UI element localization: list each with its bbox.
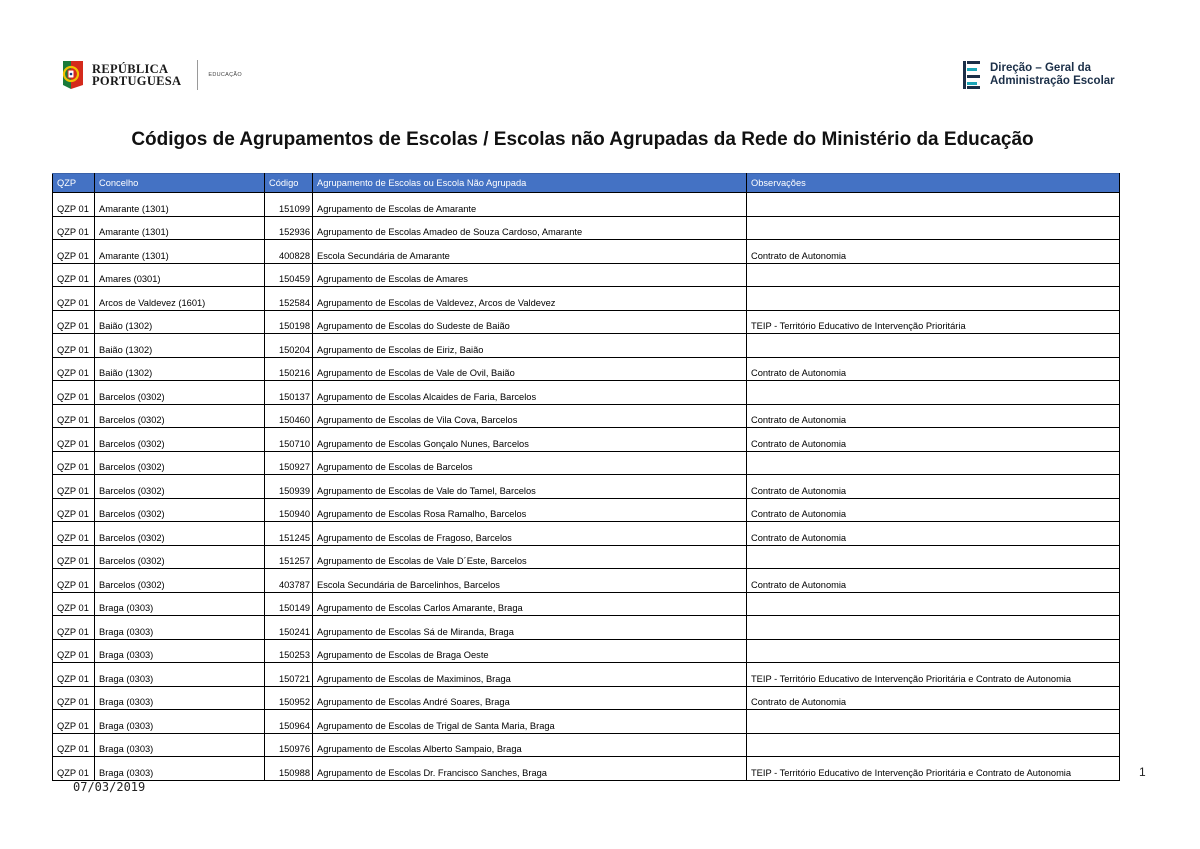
- qzp-cell: QZP 01: [53, 569, 95, 593]
- observacoes-cell: Contrato de Autonomia: [747, 686, 1120, 710]
- qzp-cell: QZP 01: [53, 545, 95, 569]
- footer-date: 07/03/2019: [73, 780, 146, 794]
- column-header-codigo: Código: [265, 174, 313, 193]
- page-number: 1: [1139, 765, 1146, 779]
- qzp-cell: QZP 01: [53, 451, 95, 475]
- dgae-bars-icon: [963, 60, 981, 90]
- observacoes-cell: [747, 545, 1120, 569]
- concelho-cell: Amarante (1301): [95, 216, 265, 240]
- codigo-cell: 152936: [265, 216, 313, 240]
- table-row: [53, 193, 1120, 217]
- concelho-cell: Braga (0303): [95, 639, 265, 663]
- observacoes-cell: TEIP - Território Educativo de Intervenção Prioritária e Contrato de Autonomia: [747, 757, 1120, 781]
- agrupamento-cell: Agrupamento de Escolas de Amarante: [313, 193, 747, 217]
- table-row: [53, 240, 1120, 264]
- agrupamento-cell: Agrupamento de Escolas de Vale do Tamel, Barcelos: [313, 475, 747, 499]
- qzp-cell: QZP 01: [53, 639, 95, 663]
- qzp-cell: QZP 01: [53, 663, 95, 687]
- observacoes-cell: [747, 710, 1120, 734]
- agrupamento-cell: Agrupamento de Escolas de Maximinos, Braga: [313, 663, 747, 687]
- concelho-cell: Barcelos (0302): [95, 404, 265, 428]
- agrupamento-cell: Agrupamento de Escolas de Braga Oeste: [313, 639, 747, 663]
- codigo-cell: 400828: [265, 240, 313, 264]
- agency-line-2: Administração Escolar: [990, 75, 1115, 87]
- table-row: [53, 310, 1120, 334]
- concelho-cell: Braga (0303): [95, 757, 265, 781]
- table-row: [53, 451, 1120, 475]
- observacoes-cell: Contrato de Autonomia: [747, 475, 1120, 499]
- concelho-cell: Barcelos (0302): [95, 428, 265, 452]
- column-header-observacoes: Observações: [747, 174, 1120, 193]
- codigo-cell: 150241: [265, 616, 313, 640]
- observacoes-cell: Contrato de Autonomia: [747, 522, 1120, 546]
- agency-logo: [963, 60, 1115, 90]
- agrupamento-cell: Agrupamento de Escolas Sá de Miranda, Braga: [313, 616, 747, 640]
- observacoes-cell: [747, 592, 1120, 616]
- agrupamento-cell: Escola Secundária de Amarante: [313, 240, 747, 264]
- qzp-cell: QZP 01: [53, 216, 95, 240]
- table-row: [53, 710, 1120, 734]
- concelho-cell: Braga (0303): [95, 733, 265, 757]
- observacoes-cell: [747, 616, 1120, 640]
- agrupamento-cell: Agrupamento de Escolas de Valdevez, Arcos de Valdevez: [313, 287, 747, 311]
- table-body: [53, 193, 1120, 781]
- table-row: [53, 663, 1120, 687]
- qzp-cell: QZP 01: [53, 522, 95, 546]
- observacoes-cell: Contrato de Autonomia: [747, 240, 1120, 264]
- qzp-cell: QZP 01: [53, 428, 95, 452]
- codigo-cell: 152584: [265, 287, 313, 311]
- agrupamento-cell: Agrupamento de Escolas de Barcelos: [313, 451, 747, 475]
- observacoes-cell: Contrato de Autonomia: [747, 428, 1120, 452]
- codigo-cell: 403787: [265, 569, 313, 593]
- column-header-qzp: QZP: [53, 174, 95, 193]
- table-row: [53, 592, 1120, 616]
- codigo-cell: 150939: [265, 475, 313, 499]
- qzp-cell: QZP 01: [53, 334, 95, 358]
- table-header-row: [53, 174, 1120, 193]
- agrupamento-cell: Agrupamento de Escolas de Vale D´Este, Barcelos: [313, 545, 747, 569]
- document-title: Códigos de Agrupamentos de Escolas / Escolas não Agrupadas da Rede do Ministério da Educação: [131, 129, 1034, 150]
- concelho-cell: Barcelos (0302): [95, 451, 265, 475]
- table-row: [53, 569, 1120, 593]
- concelho-cell: Amares (0301): [95, 263, 265, 287]
- table-row: [53, 381, 1120, 405]
- republic-name: [92, 63, 181, 87]
- observacoes-cell: TEIP - Território Educativo de Intervenção Prioritária e Contrato de Autonomia: [747, 663, 1120, 687]
- qzp-cell: QZP 01: [53, 733, 95, 757]
- qzp-cell: QZP 01: [53, 287, 95, 311]
- observacoes-cell: [747, 451, 1120, 475]
- qzp-cell: QZP 01: [53, 686, 95, 710]
- agrupamento-cell: Escola Secundária de Barcelinhos, Barcelos: [313, 569, 747, 593]
- agrupamento-cell: Agrupamento de Escolas de Fragoso, Barcelos: [313, 522, 747, 546]
- gov-logo: [60, 58, 242, 92]
- codigo-cell: 150988: [265, 757, 313, 781]
- table-row: [53, 757, 1120, 781]
- observacoes-cell: Contrato de Autonomia: [747, 404, 1120, 428]
- concelho-cell: Barcelos (0302): [95, 569, 265, 593]
- codigo-cell: 150460: [265, 404, 313, 428]
- qzp-cell: QZP 01: [53, 193, 95, 217]
- agrupamento-cell: Agrupamento de Escolas Alcaides de Faria, Barcelos: [313, 381, 747, 405]
- table-row: [53, 545, 1120, 569]
- column-header-agrupamento: Agrupamento de Escolas ou Escola Não Agrupada: [313, 174, 747, 193]
- republic-line-2: PORTUGUESA: [92, 74, 182, 88]
- agrupamento-cell: Agrupamento de Escolas de Vale de Ovil, Baião: [313, 357, 747, 381]
- agrupamento-cell: Agrupamento de Escolas de Vila Cova, Barcelos: [313, 404, 747, 428]
- table-row: [53, 686, 1120, 710]
- qzp-cell: QZP 01: [53, 240, 95, 264]
- observacoes-cell: TEIP - Território Educativo de Intervenção Prioritária: [747, 310, 1120, 334]
- codigo-cell: 150198: [265, 310, 313, 334]
- codigo-cell: 151245: [265, 522, 313, 546]
- agrupamento-cell: Agrupamento de Escolas Amadeo de Souza Cardoso, Amarante: [313, 216, 747, 240]
- codigo-cell: 150952: [265, 686, 313, 710]
- agency-line-1: Direção – Geral da: [990, 62, 1091, 74]
- agrupamento-cell: Agrupamento de Escolas de Amares: [313, 263, 747, 287]
- concelho-cell: Braga (0303): [95, 686, 265, 710]
- concelho-cell: Baião (1302): [95, 357, 265, 381]
- codigo-cell: 150204: [265, 334, 313, 358]
- observacoes-cell: [747, 216, 1120, 240]
- concelho-cell: Braga (0303): [95, 710, 265, 734]
- ministry-label: EDUCAÇÃO: [208, 72, 242, 78]
- table-row: [53, 498, 1120, 522]
- codigo-cell: 150721: [265, 663, 313, 687]
- observacoes-cell: [747, 334, 1120, 358]
- concelho-cell: Braga (0303): [95, 616, 265, 640]
- observacoes-cell: [747, 639, 1120, 663]
- table-row: [53, 733, 1120, 757]
- observacoes-cell: Contrato de Autonomia: [747, 498, 1120, 522]
- codigo-cell: 150964: [265, 710, 313, 734]
- concelho-cell: Amarante (1301): [95, 240, 265, 264]
- observacoes-cell: [747, 287, 1120, 311]
- concelho-cell: Baião (1302): [95, 334, 265, 358]
- concelho-cell: Arcos de Valdevez (1601): [95, 287, 265, 311]
- codigo-cell: 150927: [265, 451, 313, 475]
- agrupamento-cell: Agrupamento de Escolas do Sudeste de Baião: [313, 310, 747, 334]
- codigo-cell: 150940: [265, 498, 313, 522]
- qzp-cell: QZP 01: [53, 263, 95, 287]
- table-row: [53, 639, 1120, 663]
- agrupamento-cell: Agrupamento de Escolas Rosa Ramalho, Barcelos: [313, 498, 747, 522]
- codigo-cell: 150149: [265, 592, 313, 616]
- observacoes-cell: Contrato de Autonomia: [747, 357, 1120, 381]
- qzp-cell: QZP 01: [53, 381, 95, 405]
- qzp-cell: QZP 01: [53, 404, 95, 428]
- qzp-cell: QZP 01: [53, 710, 95, 734]
- table-row: [53, 263, 1120, 287]
- portugal-crest-icon: [60, 59, 86, 91]
- qzp-cell: QZP 01: [53, 757, 95, 781]
- table-row: [53, 216, 1120, 240]
- concelho-cell: Baião (1302): [95, 310, 265, 334]
- republic-line-1: REPÚBLICA: [92, 62, 169, 76]
- codigo-cell: 150253: [265, 639, 313, 663]
- concelho-cell: Braga (0303): [95, 663, 265, 687]
- observacoes-cell: [747, 381, 1120, 405]
- logo-divider: [197, 60, 198, 90]
- table-row: [53, 287, 1120, 311]
- agrupamento-cell: Agrupamento de Escolas de Eiriz, Baião: [313, 334, 747, 358]
- agrupamento-cell: Agrupamento de Escolas André Soares, Braga: [313, 686, 747, 710]
- concelho-cell: Barcelos (0302): [95, 475, 265, 499]
- qzp-cell: QZP 01: [53, 310, 95, 334]
- codigo-cell: 150137: [265, 381, 313, 405]
- table-row: [53, 522, 1120, 546]
- agrupamento-cell: Agrupamento de Escolas de Trigal de Santa Maria, Braga: [313, 710, 747, 734]
- concelho-cell: Braga (0303): [95, 592, 265, 616]
- codigo-cell: 150459: [265, 263, 313, 287]
- table-row: [53, 357, 1120, 381]
- observacoes-cell: [747, 733, 1120, 757]
- observacoes-cell: Contrato de Autonomia: [747, 569, 1120, 593]
- codigo-cell: 150216: [265, 357, 313, 381]
- concelho-cell: Amarante (1301): [95, 193, 265, 217]
- codigo-cell: 150976: [265, 733, 313, 757]
- concelho-cell: Barcelos (0302): [95, 522, 265, 546]
- qzp-cell: QZP 01: [53, 357, 95, 381]
- table-row: [53, 475, 1120, 499]
- concelho-cell: Barcelos (0302): [95, 498, 265, 522]
- qzp-cell: QZP 01: [53, 616, 95, 640]
- codigo-cell: 151099: [265, 193, 313, 217]
- qzp-cell: QZP 01: [53, 592, 95, 616]
- agrupamento-cell: Agrupamento de Escolas Gonçalo Nunes, Barcelos: [313, 428, 747, 452]
- codigo-cell: 150710: [265, 428, 313, 452]
- table-row: [53, 334, 1120, 358]
- agrupamento-cell: Agrupamento de Escolas Alberto Sampaio, Braga: [313, 733, 747, 757]
- agrupamento-cell: Agrupamento de Escolas Carlos Amarante, Braga: [313, 592, 747, 616]
- concelho-cell: Barcelos (0302): [95, 381, 265, 405]
- schools-table: [52, 173, 1120, 781]
- agrupamento-cell: Agrupamento de Escolas Dr. Francisco Sanches, Braga: [313, 757, 747, 781]
- observacoes-cell: [747, 263, 1120, 287]
- qzp-cell: QZP 01: [53, 475, 95, 499]
- table-row: [53, 428, 1120, 452]
- concelho-cell: Barcelos (0302): [95, 545, 265, 569]
- qzp-cell: QZP 01: [53, 498, 95, 522]
- observacoes-cell: [747, 193, 1120, 217]
- table-row: [53, 404, 1120, 428]
- column-header-concelho: Concelho: [95, 174, 265, 193]
- codigo-cell: 151257: [265, 545, 313, 569]
- agency-name: [990, 62, 1115, 88]
- table-row: [53, 616, 1120, 640]
